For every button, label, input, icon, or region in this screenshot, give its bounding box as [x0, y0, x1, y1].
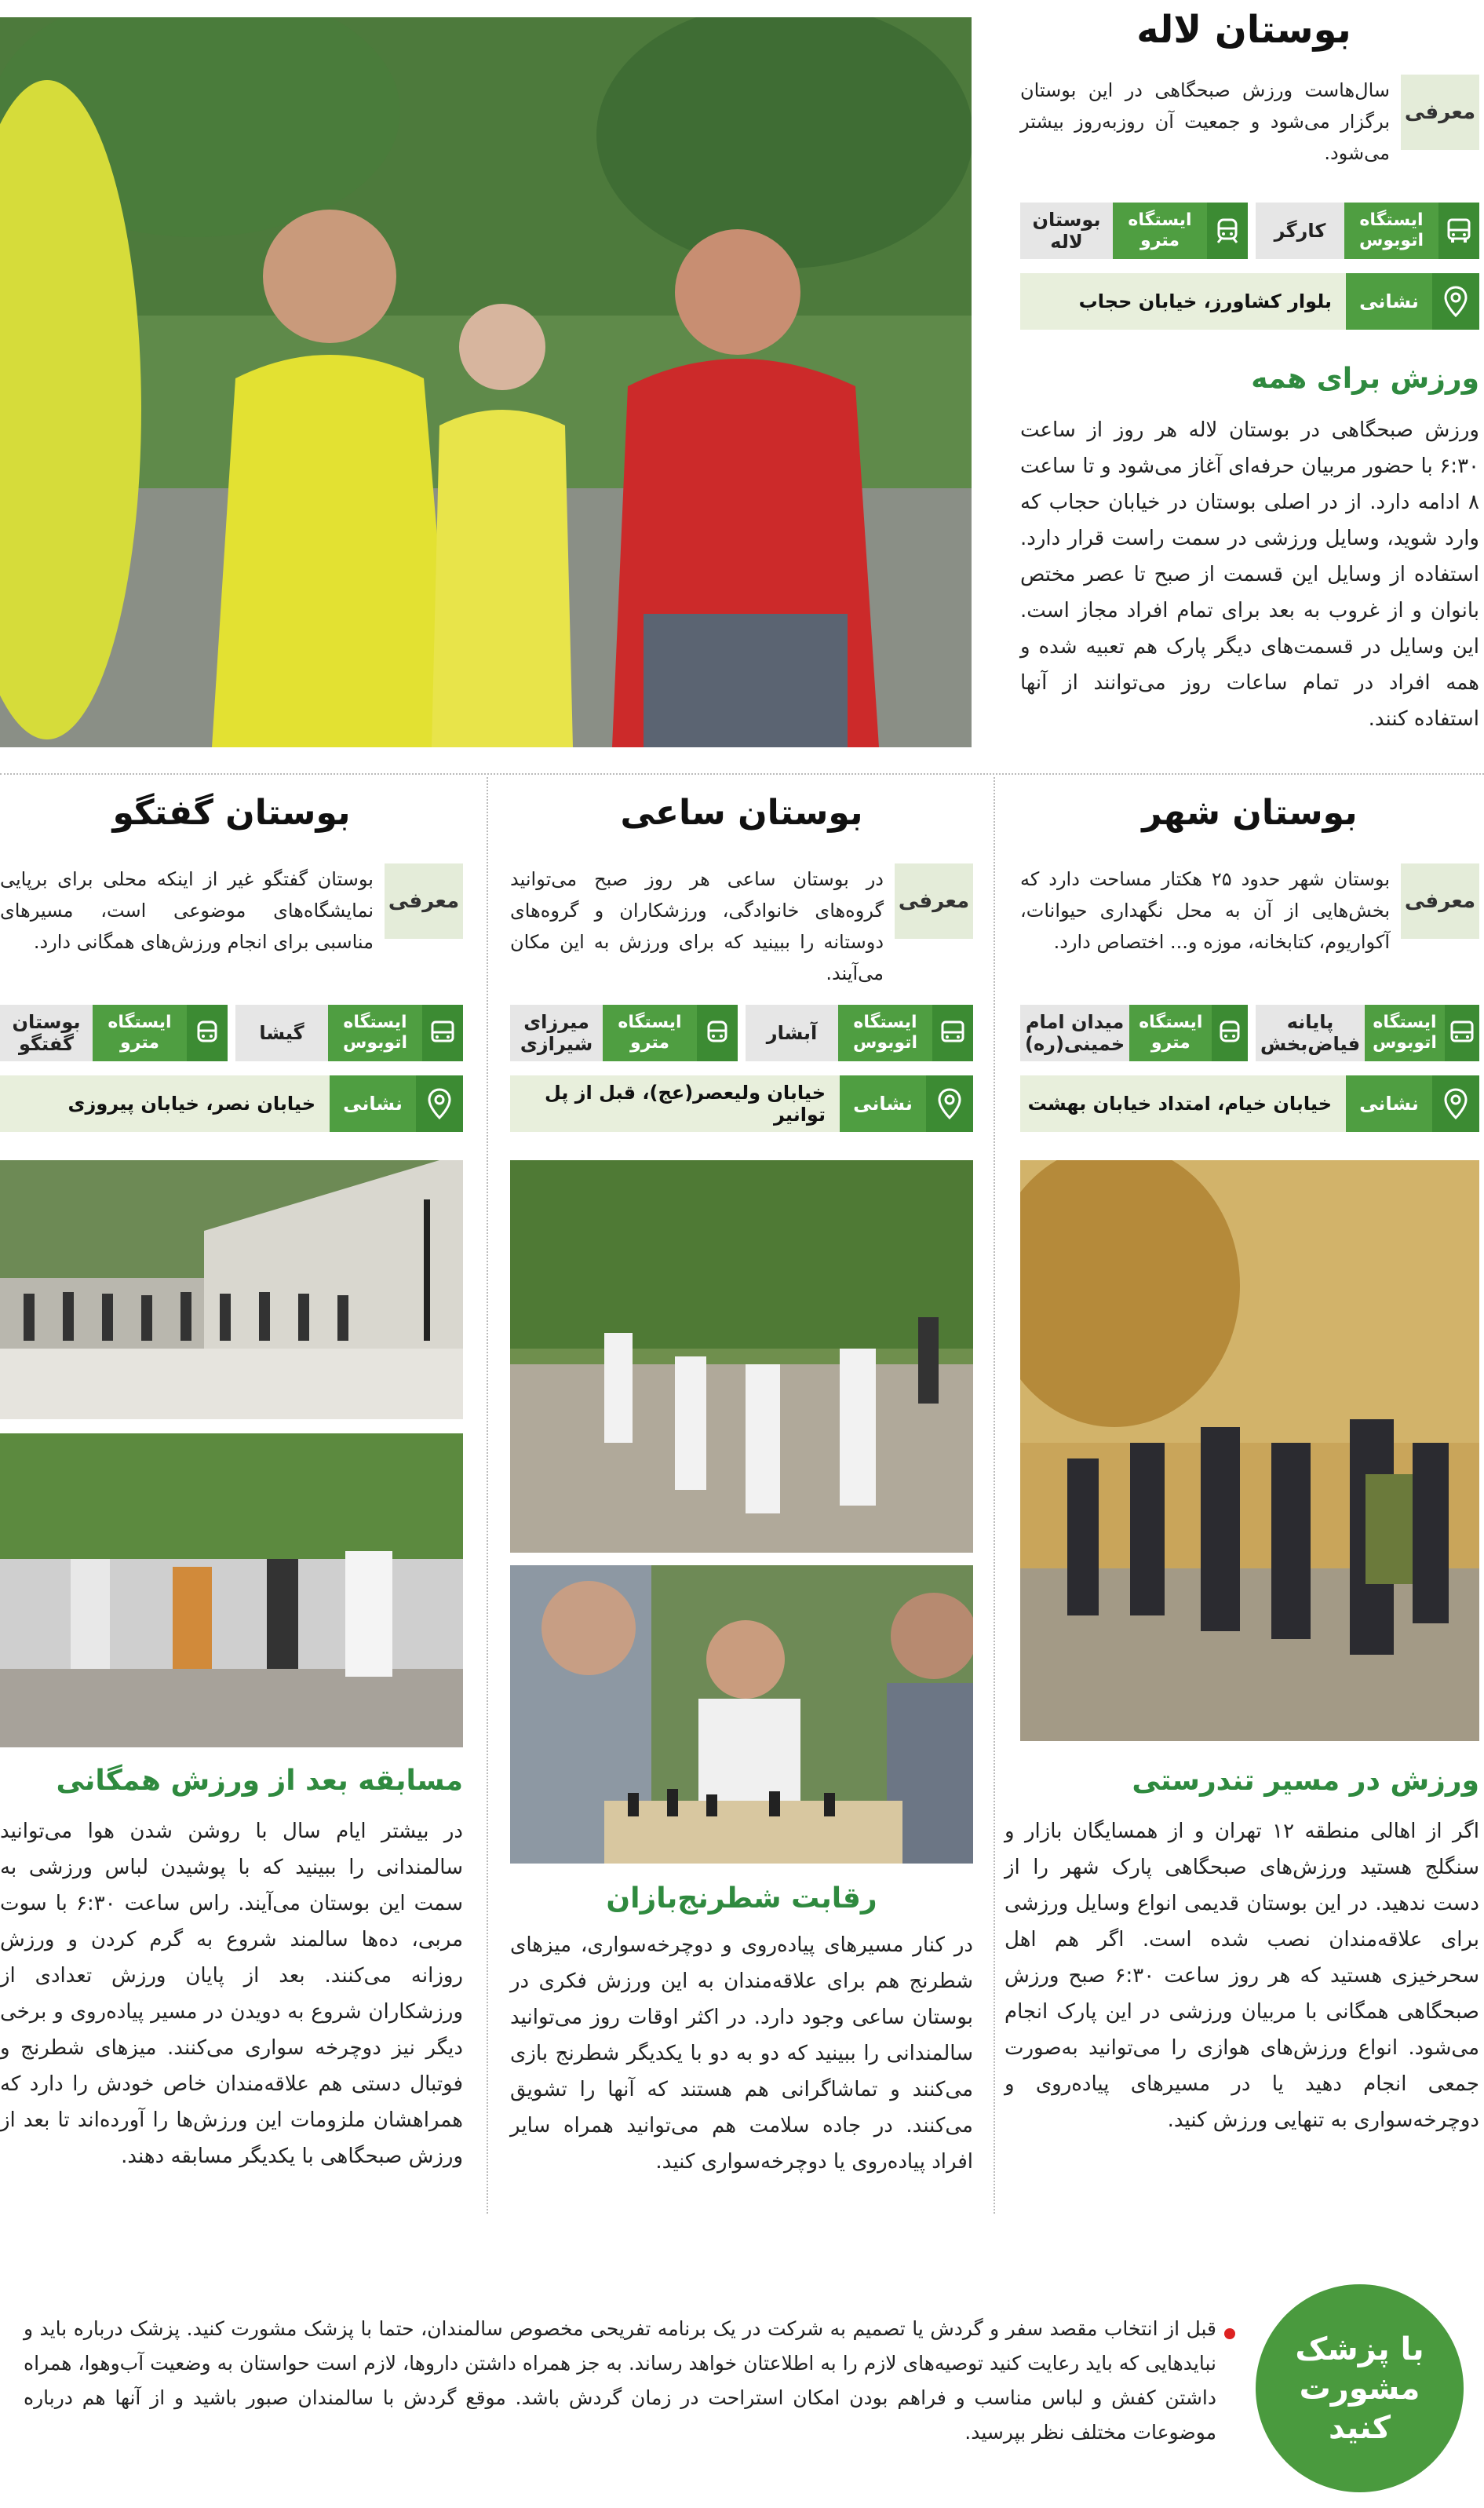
metro-station-name: بوستان گفتگو — [0, 1005, 93, 1061]
goftogoo-title: بوستان گفتگو — [112, 793, 351, 833]
goftogoo-intro — [0, 863, 463, 958]
bus-label: ایستگاه اتوبوس — [838, 1005, 932, 1061]
lale-body: ورزش صبحگاهی در بوستان لاله هر روز از ساعت ۶:۳۰ با حضور مربیان حرفه‌ای آغاز می‌شود و تا ساعت ۸ ادامه دارد. از در اصلی بوستان در خیابان حجاب که وارد شوید، وسایل ورزشی در سمت راست قرار دارد. استفاده از وسایل این قسمت از صبح تا عصر مختص بانوان و از غروب به بعد برای تمام افراد مجاز است. این وسایل در قسمت‌های دیگر پارک هم تعبیه شده و همه افراد در تمام ساعات روز می‌توانند از آنها استفاده کنند. — [1020, 418, 1479, 731]
metro-icon — [1212, 1005, 1248, 1061]
saei-bus-station — [746, 1005, 973, 1061]
saei-walkers-photo — [510, 1160, 973, 1553]
intro-label: معرفی — [1401, 75, 1479, 150]
location-pin-icon — [1432, 1075, 1479, 1132]
address-label: نشانی — [1346, 1075, 1432, 1132]
metro-station-name: بوستان لاله — [1020, 203, 1113, 259]
intro-label: معرفی — [385, 863, 463, 939]
metro-label: ایستگاه مترو — [603, 1005, 697, 1061]
section-divider — [0, 773, 1484, 775]
bus-station-name: کارگر — [1256, 203, 1344, 259]
intro-label: معرفی — [895, 863, 973, 939]
metro-label: ایستگاه مترو — [1113, 203, 1207, 259]
saei-intro — [510, 863, 973, 989]
badge-line-1: با پزشک — [1295, 2331, 1424, 2367]
bus-label: ایستگاه اتوبوس — [1365, 1005, 1445, 1061]
lale-intro — [1020, 75, 1479, 169]
address-label: نشانی — [330, 1075, 416, 1132]
location-pin-icon — [926, 1075, 973, 1132]
shahr-intro — [1020, 863, 1479, 958]
address-text: خیابان ولیعصر(عج)، قبل از پل توانیر — [510, 1075, 840, 1132]
shahr-body: اگر از اهالی منطقه ۱۲ تهران و از همسایگان بازار و سنگلج هستید ورزش‌های صبحگاهی پارک شهر را از دست ندهید. در این بوستان قدیمی انواع وسایل ورزشی برای علاقه‌مندان نصب شده است. اگر هم اهل سحرخیزی هستید که هر روز ساعت ۶:۳۰ صبح ورزش صبحگاهی همگانی با مربیان ورزشی در این پارک انجام می‌شود. انواع ورزش‌های هوازی را می‌توانید به‌صورت جمعی انجام دهید یا در مسیرهای پیاده‌روی و دوچرخه‌سواری به تنهایی ورزش کنید. — [1005, 1820, 1479, 2132]
intro-text: در بوستان ساعی هر روز صبح می‌توانید گروه‌های خانوادگی، ورزشکاران و گروه‌های دوستانه را ببینید که برای ورزش به این مکان می‌آیند. — [510, 868, 884, 984]
shahr-title: بوستان شهر — [1142, 793, 1358, 833]
saei-address — [510, 1075, 973, 1132]
address-label: نشانی — [1346, 273, 1432, 330]
bus-label: ایستگاه اتوبوس — [328, 1005, 422, 1061]
bus-station-name: گیشا — [235, 1005, 328, 1061]
goftogoo-women-photo — [0, 1433, 463, 1747]
bus-icon — [422, 1005, 463, 1061]
lale-title: بوستان لاله — [1136, 8, 1351, 52]
lale-exercise-photo — [0, 17, 972, 747]
intro-text: سال‌هاست ورزش صبحگاهی در این بوستان برگزار می‌شود و جمعیت آن روزبه‌روز بیشتر می‌شود. — [1020, 79, 1390, 164]
goftogoo-body: در بیشتر ایام سال با روشن شدن هوا می‌توانید سالمندانی را ببینید که با پوشیدن لباس ورزشی به سمت این بوستان می‌آیند. راس ساعت ۶:۳۰ با سوت مربی، ده‌ها سالمند شروع به گرم کردن و ورزش روزانه می‌کنند. بعد از پایان ورزش تعدادی از ورزشکاران شروع به دویدن در مسیر پیاده‌روی و برخی دیگر نیز دوچرخه سواری می‌کنند. میزهای شطرنج و فوتبال دستی هم علاقه‌مندان خاص خودش را دارد که همراهشان ملزومات این ورزش‌ها را آورده‌اند تا بعد از ورزش صبحگاهی با یکدیگر مسابقه دهند. — [0, 1820, 463, 2168]
lale-bus-station — [1256, 203, 1479, 259]
shahr-address — [1020, 1075, 1479, 1132]
saei-chess-photo — [510, 1565, 973, 1864]
badge-line-2: مشورت — [1299, 2370, 1420, 2407]
advice-text: قبل از انتخاب مقصد سفر و گردش یا تصمیم به شرکت در یک برنامه تفریحی مخصوص سالمندان، حتما با پزشک مشورت کنید. پزشک درباره باید و نبایدهایی که باید رعایت کنید توصیه‌های لازم را به اطلاعتان خواهد رساند. به جز همراه داشتن داروها، لازم است حواستان به وضعیت آب‌وهوا، همراه داشتن کفش و لباس مناسب و فراهم بودن امکان استراحت در زمان گردش باشد. موقع گردش با سالمندان صبور باشید و از آنها هم درباره موضوعات مختلف نظر بپرسید. — [24, 2317, 1216, 2444]
advice-badge — [1256, 2284, 1464, 2492]
shahr-exercise-photo — [1020, 1160, 1479, 1741]
metro-icon — [187, 1005, 228, 1061]
address-text: بلوار کشاورز، خیابان حجاب — [1020, 273, 1346, 330]
bus-label: ایستگاه اتوبوس — [1344, 203, 1438, 259]
lale-metro-station — [1020, 203, 1248, 259]
badge-line-3: کنید — [1328, 2409, 1391, 2446]
shahr-bus-station — [1256, 1005, 1479, 1061]
intro-text: بوستان شهر حدود ۲۵ هکتار مساحت دارد که بخش‌هایی از آن به محل نگهداری حیوانات، آکواریوم، کتابخانه، موزه و... اختصاص دارد. — [1020, 868, 1390, 953]
metro-label: ایستگاه مترو — [1129, 1005, 1212, 1061]
metro-station-name: میدان امام خمینی(ره) — [1020, 1005, 1129, 1061]
location-pin-icon — [416, 1075, 463, 1132]
shahr-metro-station — [1020, 1005, 1248, 1061]
goftogoo-bus-station — [235, 1005, 463, 1061]
address-text: خیابان نصر، خیابان پیروزی — [0, 1075, 330, 1132]
location-pin-icon — [1432, 273, 1479, 330]
metro-label: ایستگاه مترو — [93, 1005, 187, 1061]
intro-text: بوستان گفتگو غیر از اینکه محلی برای برپایی نمایشگاه‌های موضوعی است، مسیرهای مناسبی برای انجام ورزش‌های همگانی دارد. — [0, 868, 374, 953]
goftogoo-group-photo — [0, 1160, 463, 1419]
column-divider — [487, 777, 488, 2214]
bus-icon — [1445, 1005, 1479, 1061]
address-label: نشانی — [840, 1075, 926, 1132]
bus-station-name: پایانه فیاض‌بخش — [1256, 1005, 1365, 1061]
saei-body: در کنار مسیرهای پیاده‌روی و دوچرخه‌سواری، میزهای شطرنج هم برای علاقه‌مندان به این ورزش فکری در بوستان ساعی وجود دارد. در اکثر اوقات روز می‌توانید سالمندانی را ببینید که دو به دو با یکدیگر شطرنج بازی می‌کنند و تماشاگرانی هم هستند که آنها را تشویق می‌کنند. در جاده سلامت هم می‌توانید همراه سایر افراد پیاده‌روی یا دوچرخه‌سواری کنید. — [510, 1933, 973, 2174]
metro-icon — [697, 1005, 738, 1061]
metro-icon — [1207, 203, 1248, 259]
goftogoo-address — [0, 1075, 463, 1132]
lale-address — [1020, 273, 1479, 330]
bus-icon — [932, 1005, 973, 1061]
address-text: خیابان خیام، امتداد خیابان بهشت — [1020, 1075, 1346, 1132]
saei-metro-station — [510, 1005, 738, 1061]
goftogoo-metro-station — [0, 1005, 228, 1061]
saei-title: بوستان ساعی — [620, 793, 863, 833]
bus-station-name: آبشار — [746, 1005, 838, 1061]
shahr-subtitle: ورزش در مسیر تندرستی — [1132, 1765, 1479, 1797]
column-divider — [994, 777, 995, 2214]
metro-station-name: میرزای شیرازی — [510, 1005, 603, 1061]
saei-subtitle: رقابت شطرنج‌بازان — [606, 1882, 877, 1915]
intro-label: معرفی — [1401, 863, 1479, 939]
lale-subtitle: ورزش برای همه — [1251, 363, 1479, 395]
bullet-dot — [1224, 2328, 1235, 2339]
goftogoo-subtitle: مسابقه بعد از ورزش همگانی — [56, 1765, 463, 1797]
bus-icon — [1438, 203, 1479, 259]
